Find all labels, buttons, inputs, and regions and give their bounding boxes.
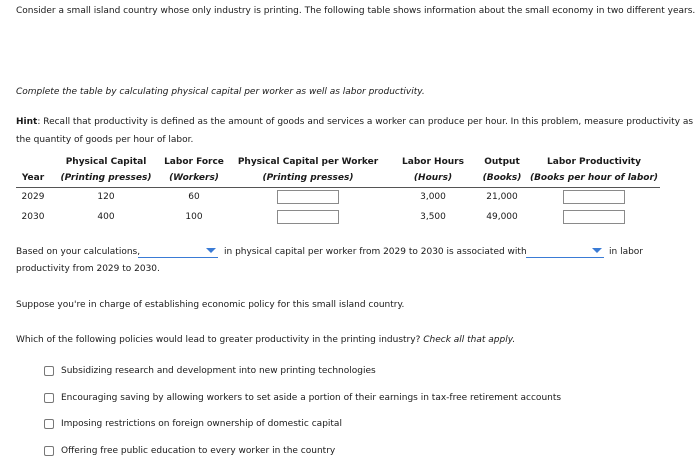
header-labor-hours: Labor Hours (402, 157, 464, 167)
header-output-unit: (Books) (476, 170, 528, 187)
header-labor-force: Labor Force (164, 157, 224, 167)
table-row (16, 187, 660, 207)
cell-year: 2029 (21, 192, 45, 203)
option-checkbox[interactable] (44, 419, 54, 429)
chevron-down-icon (206, 248, 216, 253)
option-row (44, 419, 342, 429)
option-label: Imposing restrictions on foreign ownership of domestic capital (61, 419, 342, 429)
sentence-part1: Based on your calculations, (16, 247, 141, 257)
header-physical-capital: Physical Capital (65, 157, 147, 167)
change-capital-dropdown[interactable] (138, 245, 218, 258)
header-capital-per-worker-unit: (Printing presses) (226, 170, 390, 187)
header-year: Year (16, 170, 50, 187)
header-physical-capital-unit: (Printing presses) (50, 170, 162, 187)
productivity-2029-input[interactable] (563, 190, 625, 204)
option-label: Subsidizing research and development into new printing technologies (61, 366, 376, 376)
option-row (44, 393, 561, 403)
economy-table (16, 154, 660, 227)
option-row (44, 366, 376, 376)
hint-text: : Recall that productivity is defined as the amount of goods and services a worker can produce per hour. In this problem, measure productivity as the quantity of goods per hour of labor. (16, 117, 694, 145)
productivity-2030-input[interactable] (563, 210, 625, 224)
question-emphasis: Check all that apply. (423, 335, 516, 345)
cell-physical-capital: 120 (97, 192, 115, 203)
intro-text: Consider a small island country whose only industry is printing. The following table shows information about the small economy in two different years. (16, 6, 696, 16)
cell-labor-hours: 3,500 (420, 212, 446, 222)
cell-year: 2030 (21, 212, 45, 222)
option-label: Encouraging saving by allowing workers to set aside a portion of their earnings in tax-free retirement accounts (61, 393, 562, 403)
cell-capital-per-worker (226, 207, 390, 227)
header-year-blank (16, 154, 50, 170)
sentence-part3: in labor (609, 247, 644, 257)
instructions-text: Complete the table by calculating physical capital per worker as well as labor productivity. (16, 87, 425, 97)
header-productivity-unit: (Books per hour of labor) (528, 170, 660, 187)
option-checkbox[interactable] (44, 366, 54, 376)
cell-labor-hours: 3,000 (420, 192, 446, 203)
cell-productivity (528, 207, 660, 227)
sentence-part4: productivity from 2029 to 2030. (16, 264, 160, 274)
option-checkbox[interactable] (44, 393, 54, 403)
cell-labor-force: 60 (188, 192, 200, 203)
cell-output: 49,000 (486, 212, 518, 222)
hint-label: Hint (16, 117, 38, 127)
capital-per-worker-2030-input[interactable] (277, 210, 339, 224)
question-text: Which of the following policies would lead to greater productivity in the printing industry? (16, 335, 421, 345)
chevron-down-icon (592, 248, 602, 253)
table-row (16, 207, 660, 227)
header-capital-per-worker: Physical Capital per Worker (237, 157, 379, 167)
header-productivity: Labor Productivity (547, 157, 641, 167)
option-checkbox[interactable] (44, 446, 54, 456)
option-row (44, 446, 335, 456)
header-labor-force-unit: (Workers) (162, 170, 226, 187)
change-productivity-dropdown[interactable] (526, 245, 604, 258)
header-labor-hours-unit: (Hours) (390, 170, 476, 187)
hint-paragraph (16, 113, 696, 149)
option-label: Offering free public education to every worker in the country (61, 446, 336, 456)
cell-physical-capital: 400 (97, 212, 115, 222)
cell-output: 21,000 (486, 192, 518, 203)
sentence-part2: in physical capital per worker from 2029 to 2030 is associated with (224, 247, 527, 257)
cell-capital-per-worker (226, 187, 390, 207)
capital-per-worker-2029-input[interactable] (277, 190, 339, 204)
policy-intro: Suppose you're in charge of establishing economic policy for this small island country. (16, 300, 405, 310)
cell-productivity (528, 187, 660, 207)
cell-labor-force: 100 (185, 212, 203, 222)
policy-question (16, 335, 515, 345)
header-output: Output (484, 157, 520, 167)
